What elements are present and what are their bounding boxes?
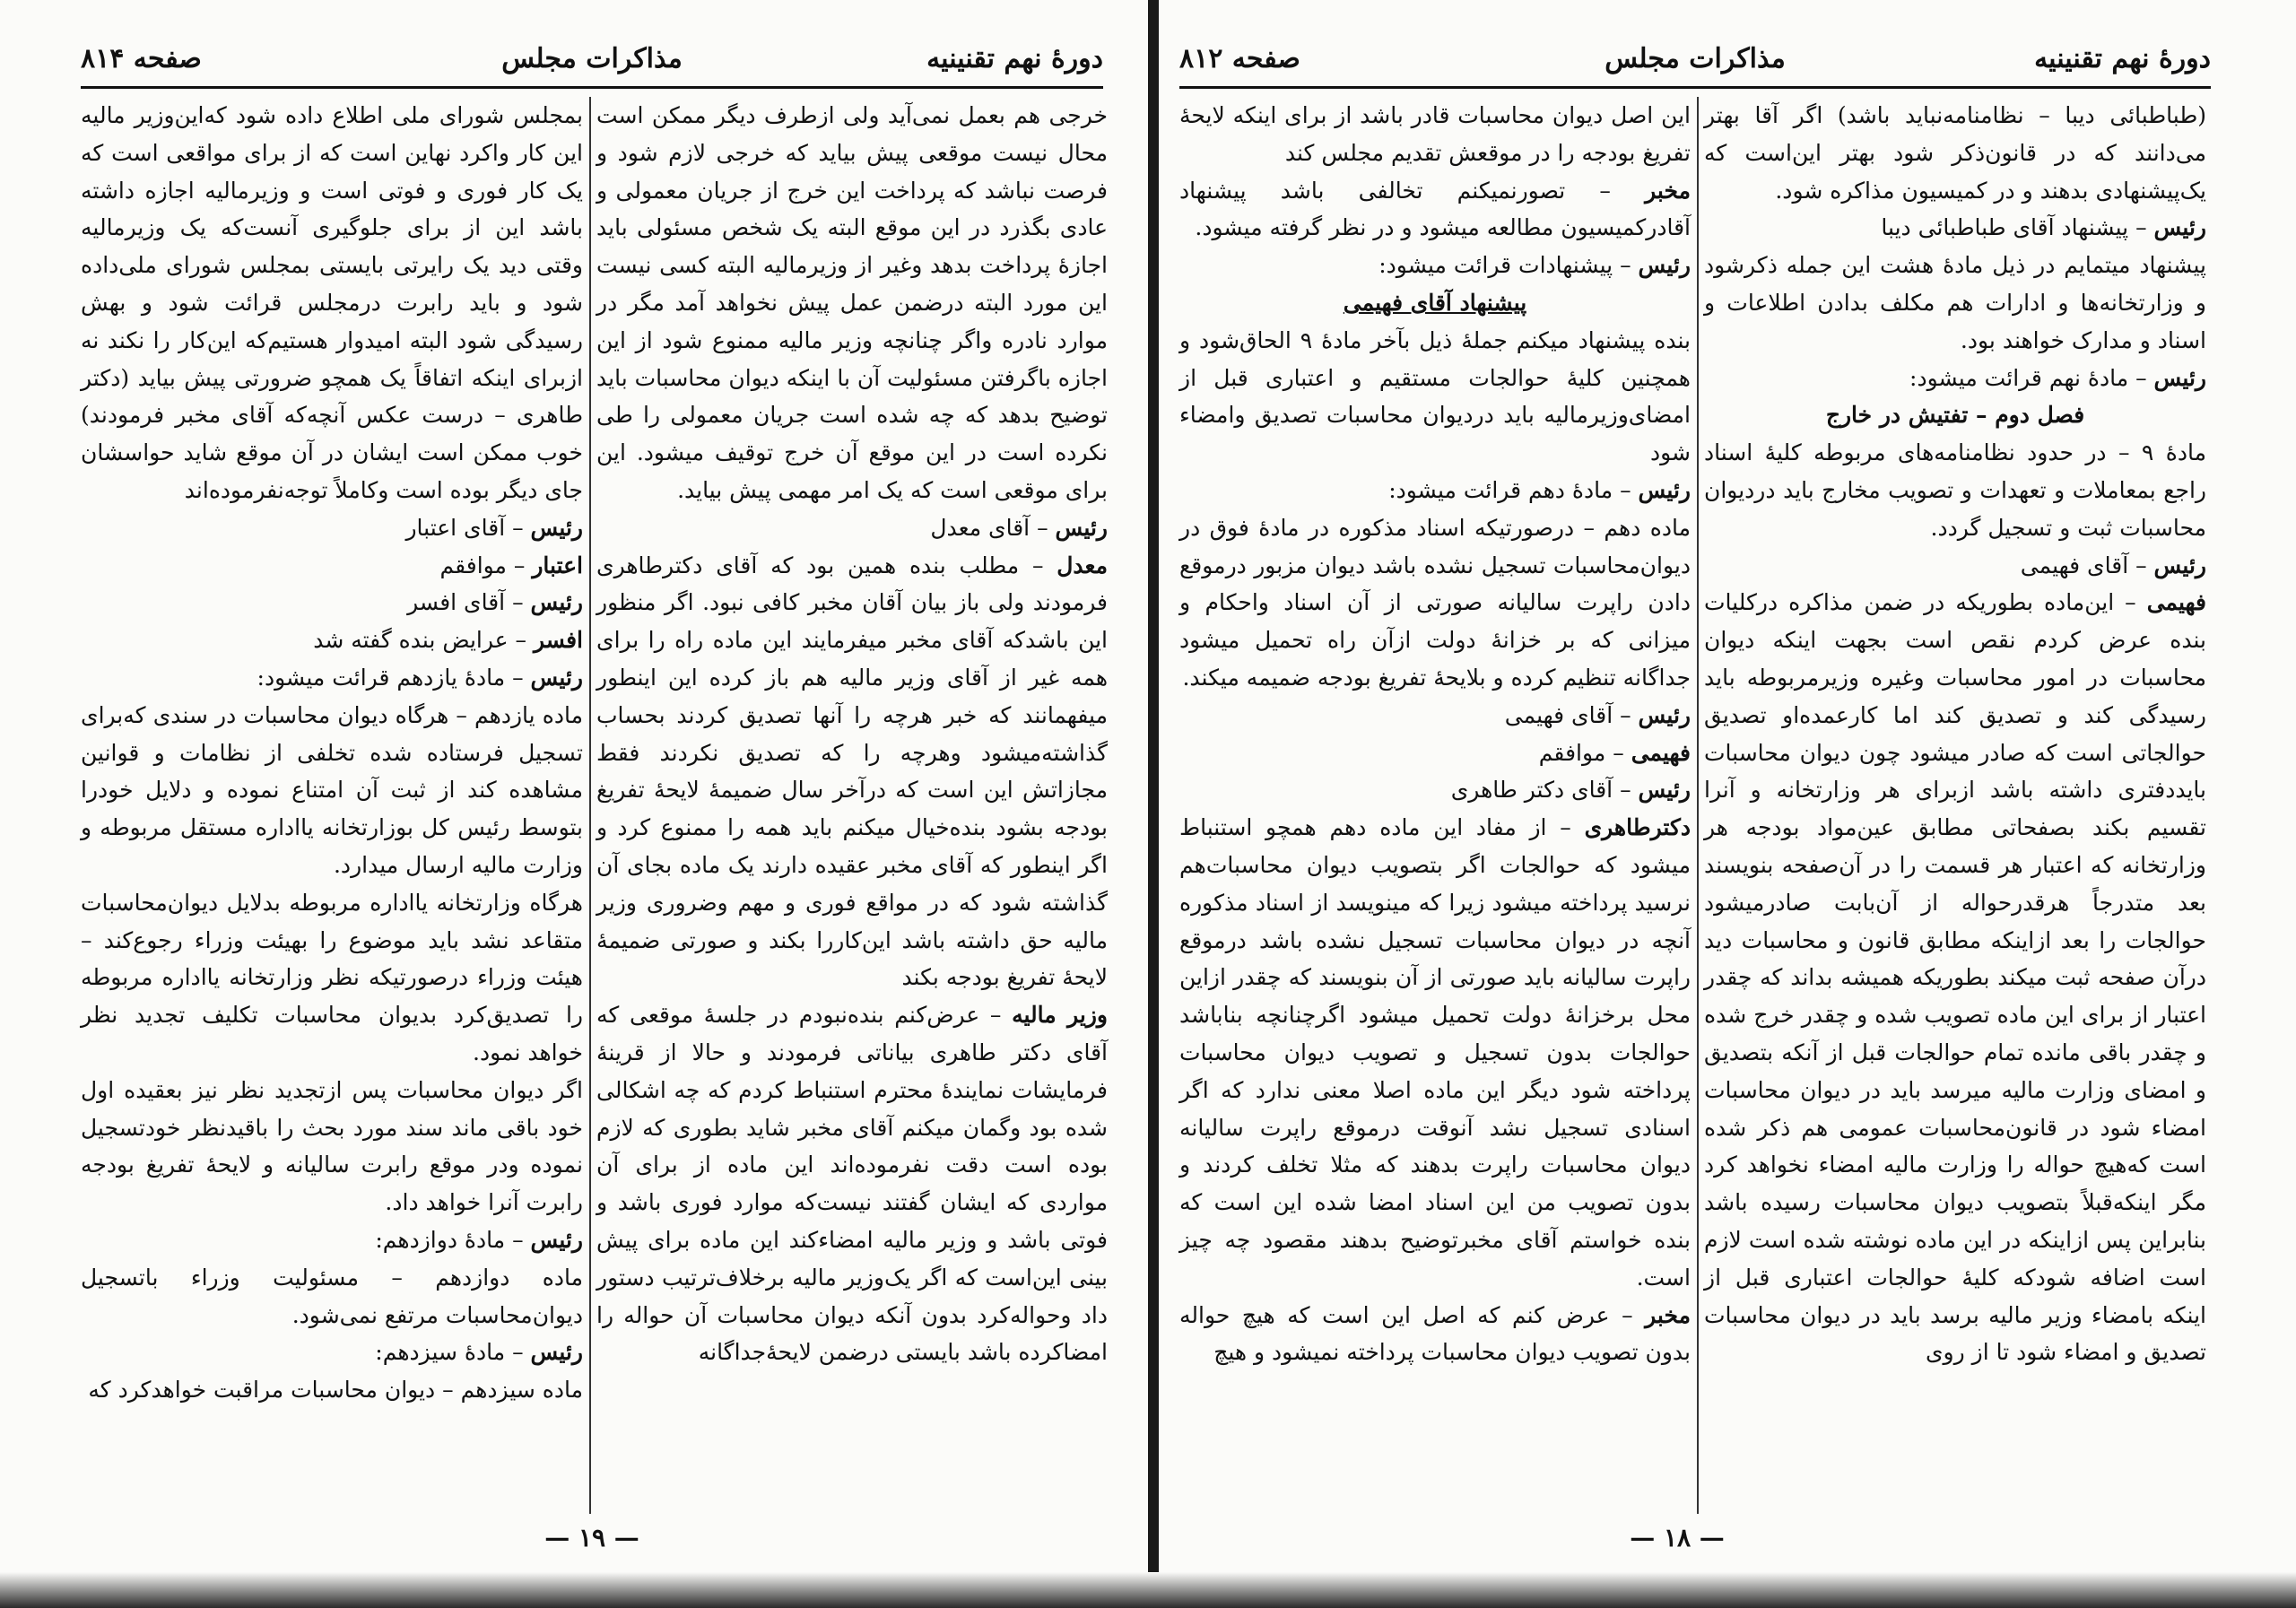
speaker-line: مخبر – عرض کنم که اصل این است که هیچ حواله بدون تصویب دیوان محاسبات پرداخته نمیشود و هیچ [1179, 1301, 1691, 1366]
speaker-line: فهیمی – این‌ماده بطوریکه در ضمن مذاکره درکلیات بنده عرض کردم نقص است بجهت اینکه دیوان محاسبات در امور محاسبات وغیره وزیرمربوطه باید رسیدگی کند و تصدیق کند اما کارعمده‌او تصدیق حوالجاتی است که صادر میشود چون دیوان محاسبات بایددفتری داشته باشد ازبرای هر وزارتخانه و آنرا تقسیم بکند بصفحاتی مطابق عین‌مواد بودجه هر وزارتخانه که اعتبار هر قسمت را در آن‌صفحه بنویسند بعد متدرجاً هرقدرحواله از آن‌بابت صادرمیشود حوالجات را بعد ازاینکه مطابق قانون و محاسبات دید درآن صفحه ثبت میکند بطوریکه همیشه بداند که چقدر اعتبار از برای این ماده تصویب شده و چقدر خرج شده و چقدر باقی مانده تمام حوالجات قبل از آنکه بتصدیق و امضای وزارت مالیه میرسد باید در دیوان محاسبات امضاء شود در قانون‌محاسبات عمومی هم ذکر شده است که‌هیچ حواله را وزارت مالیه امضاء نخواهد کرد مگر اینکه‌قبلاً بتصویب دیوان محاسبات رسیده باشد بنابراین پس ازاینکه در این ماده نوشته شده است لازم است اضافه شود‌که کلیهٔ حوالجات اعتباری قبل از اینکه بامضاء وزیر مالیه برسد باید در دیوان محاسبات تصدیق و امضاء شود تا از روی [1704, 589, 2206, 1366]
left-header-rule [81, 86, 1103, 89]
paragraph: ماده دوازدهم – مسئولیت وزراء باتسجیل دیوان‌محاسبات مرتفع نمی‌شود. [81, 1264, 583, 1328]
speaker-name: رئیس [530, 514, 583, 541]
paragraph: خرجی هم بعمل نمی‌آید ولی ازطرف دیگر ممکن است محال نیست موقعی پیش بیاید که خرجی لازم شود و فرصت نباشد که پرداخت این خرج از جریان معمولی و عادی بگذرد در این موقع البته یک شخص مسئولی باید اجازهٔ پرداخت بدهد وغیر از وزیرمالیه البته کسی نیست این مورد البته درضمن عمل پیش نخواهد آمد مگر در موارد نادره واگر چنانچه وزیر مالیه ممنوع شود از این اجازه باگرفتن مسئولیت آن با اینکه دیوان محاسبات باید توضیح بدهد که چه شده است جریان معمولی را طی نکرده است در این موقع آن خرج توقیف میشود. این برای موقعی است که یک امر مهمی پیش بیاید. [596, 102, 1108, 503]
left-page-left-column [81, 97, 583, 1409]
speech-text: عرض کنم که اصل این است که هیچ حواله بدون تصویب دیوان محاسبات پرداخته نمیشود و هیچ [1179, 1301, 1691, 1366]
left-page-header [81, 43, 1103, 84]
speaker-line: رئیس – پیشنهاد آقای طباطبائی دیبا [1881, 214, 2206, 241]
speech-text: مادهٔ یازدهم قرائت میشود: [257, 664, 506, 691]
speaker-line: افسر – عرایض بنده گفته شد [313, 627, 583, 654]
speaker-name: افسر [534, 627, 583, 654]
speaker-name: رئیس [530, 589, 583, 616]
left-header-page-number: صفحه ۸۱۴ [81, 43, 202, 74]
paragraph: بنده پیشنهاد میکنم جملهٔ ذیل بآخر مادهٔ ۹ الحاق‌شود و همچنین کلیهٔ حوالجات مستقیم و اعتباری قبل از امضای‌وزیر‌مالیه باید در‌دیوان محاسبات تصدیق وامضاء شود [1179, 326, 1691, 466]
speech-text: از مفاد این ماده دهم همچو استنباط میشود که حوالجات اگر بتصویب دیوان محاسبات‌هم نرسید پرداخته میشود زیرا که مینویسد از اسناد مذکوره آنچه در دیوان محاسبات تسجیل نشده باشد درموقع راپرت سالیانه باید صورتی از آن بنویسند که چقدر ازاین محل برخزانهٔ دولت تحمیل میشود اگرچنانچه بناباشد حوالجات بدون تسجیل و تصویب دیوان محاسبات پرداخته شود دیگر این ماده اصلا معنی ندارد که اگر اسنادی تسجیل نشد آنوقت درموقع راپرت سالیانه دیوان محاسبات راپرت بدهند که مثلا تخلف کردند و بدون تصویب من این اسناد امضا شده این است که بنده خواستم آقای مخبرتوضیح بدهند مقصود چه چیز است. [1179, 814, 1691, 1291]
right-header-page-number: صفحه ۸۱۲ [1179, 43, 1300, 74]
speech-text: مادهٔ دوازدهم: [375, 1226, 506, 1253]
speaker-name: رئیس [530, 1339, 583, 1366]
speaker-name: رئیس [530, 664, 583, 691]
speaker-name: رئیس [530, 1226, 583, 1253]
paragraph: هرگاه وزارتخانه یااداره مربوطه بدلایل دیوان‌محاسبات متقاعد نشد باید موضوع را بهیئت وزراء رجوع‌کند – هیئت وزراء درصورتیکه نظر وزارتخانه یااداره مربوطه را تصدیق‌کرد بدیوان محاسبات تکلیف تجدید نظر خواهد نمود. [81, 889, 583, 1065]
paragraph: ماده سیزدهم – دیوان محاسبات مراقبت خواهدکرد که [88, 1377, 583, 1404]
right-page-column-divider [1697, 97, 1699, 1514]
speech-text: مطلب بنده همین بود که آقای دکترطاهری فرمودند ولی باز بیان آقان مخبر کافی نبود. اگر منظور این باشدکه آقای مخبر میفرمایند این ماده راه را برای همه غیر از آقای وزیر مالیه هم باز کرده این اینطور میفهمانند که خبر هرچه را آنها تصدیق کردند بحساب گذاشته‌میشود وهرچه را که تصدیق نکردند فقط مجازاتش این است که درآخر سال ضمیمهٔ لایحهٔ تفریغ بودجه بشود بنده‌خیال میکنم باید همه را ممنوع کرد و اگر اینطور که آقای مخبر عقیده دارند یک ماده بجای آن گذاشته شود که در مواقع فوری و مهم وضروری وزیر مالیه حق داشته باشد این‌کاررا بکند و صورتی ضمیمهٔ لایحهٔ تفریغ بودجه بکند [596, 552, 1108, 991]
speaker-line: رئیس – مادهٔ نهم قرائت میشود: [1909, 364, 2206, 391]
speaker-name: رئیس [1638, 476, 1691, 503]
left-header-title: مذاکرات مجلس [501, 43, 683, 74]
speaker-line: رئیس – مادهٔ یازدهم قرائت میشود: [257, 664, 583, 691]
speaker-name: رئیس [2153, 552, 2206, 578]
speaker-name: مخبر [1645, 1301, 1691, 1328]
speech-text: عرض‌کنم بنده‌نبودم در جلسهٔ موقعی که آقای دکتر طاهری بیاناتی فرمودند و حالا از قرینهٔ فرمایشات نمایندهٔ محترم استنباط کردم که چه اشکالی شده بود وگمان میکنم آقای مخبر شاید بطوری که لازم بوده است دقت نفرموده‌اند این ماده از برای آن مواردی که ایشان گفتند نیست‌که موارد فوری باشد و فوتی باشد و وزیر مالیه امضاء‌کند این ماده برای پیش بینی این‌است که اگر یک‌وزیر مالیه برخلاف‌ترتیب دستور داد وحواله‌کرد بدون آنکه دیوان محاسبات آن حواله را امضاکرده باشد بایستی درضمن لایحهٔ‌جداگانه [596, 1002, 1108, 1366]
speaker-line: اعتبار – موافقم [439, 552, 583, 578]
speaker-name: رئیس [1055, 514, 1108, 541]
speaker-line: مخبر – تصورنمیکنم تخالفی باشد پیشنهاد آقادرکمیسیون مطالعه میشود و در نظر گرفته میشود. [1179, 177, 1691, 241]
speaker-line: رئیس – مادهٔ دهم قرائت میشود: [1388, 476, 1691, 503]
paragraph: این اصل دیوان محاسبات قادر باشد از برای اینکه لایحهٔ تفریغ بودجه را در موقعش تقدیم مجلس کند [1179, 102, 1691, 166]
page-bottom-shadow [0, 1572, 2296, 1608]
speaker-line: وزیر مالیه – عرض‌کنم بنده‌نبودم در جلسهٔ موقعی که آقای دکتر طاهری بیاناتی فرمودند و حالا از قرینهٔ فرمایشات نمایندهٔ محترم استنباط کردم که چه اشکالی شده بود وگمان میکنم آقای مخبر شاید بطوری که لازم بوده است دقت نفرموده‌اند این ماده از برای آن مواردی که ایشان گفتند نیست‌که موارد فوری باشد و فوتی باشد و وزیر مالیه امضاء‌کند این ماده برای پیش بینی این‌است که اگر یک‌وزیر مالیه برخلاف‌ترتیب دستور داد وحواله‌کرد بدون آنکه دیوان محاسبات آن حواله را امضاکرده باشد بایستی درضمن لایحهٔ‌جداگانه [596, 1002, 1108, 1366]
paragraph: (طباطبائی دیبا – نظامنامه‌نباید باشد) اگر آقا بهتر می‌دانند که در قانون‌ذکر شود بهتر این‌است که یک‌پیشنهادی بدهند و در کمیسیون مذاکره شود. [1704, 102, 2206, 204]
paragraph: پیشنهاد میتمایم در ذیل مادهٔ هشت این جمله ذکرشود و وزارتخانه‌ها و ادارات هم مکلف بدادن اطلاعات و اسناد و مدارک خواهند بود. [1704, 252, 2206, 353]
paragraph: ماده دهم – درصورتیکه اسناد مذکوره در مادهٔ فوق در دیوان‌محاسبات تسجیل نشده باشد دیوان مزبور درموقع دادن راپرت سالیانه صورتی از آن اسناد واحکام و میزانی که بر خزانهٔ دولت ازآن راه تحمیل میشود جداگانه تنظیم کرده و بلایحهٔ تفریغ بودجه ضمیمه میکند. [1179, 514, 1691, 691]
right-page-header [1179, 43, 2211, 84]
speaker-name: رئیس [1638, 252, 1691, 279]
book-gutter [1148, 0, 1159, 1608]
speaker-line: رئیس – آقای افسر [407, 589, 583, 616]
speaker-line: رئیس – آقای فهیمی [2020, 552, 2206, 578]
speaker-line: رئیس – آقای دکتر طاهری [1450, 777, 1691, 804]
speech-text: مادهٔ نهم قرائت میشود: [1909, 364, 2129, 391]
proposal-title: پیشنهاد آقای فهیمی [1343, 289, 1527, 316]
speech-text: آقای افسر [407, 589, 506, 616]
speaker-line: رئیس – مادهٔ سیزدهم: [375, 1339, 583, 1366]
speech-text: تصورنمیکنم تخالفی باشد پیشنهاد آقادرکمیسیون مطالعه میشود و در نظر گرفته میشود. [1179, 177, 1691, 241]
paragraph: ماده یازدهم – هرگاه دیوان محاسبات در سندی که‌برای تسجیل فرستاده شده تخلفی از نظامات و قوانین مشاهده کند از ثبت آن امتناع نموده و دلایل خودرا بتوسط رئیس کل بوزارتخانه یااداره مستقل مربوطه و وزارت مالیه ارسال میدارد. [81, 701, 583, 878]
speech-text: این‌ماده بطوریکه در ضمن مذاکره درکلیات بنده عرض کردم نقص است بجهت اینکه دیوان محاسبات در امور محاسبات وغیره وزیرمربوطه باید رسیدگی کند و تصدیق کند اما کارعمده‌او تصدیق حوالجاتی است که صادر میشود چون دیوان محاسبات بایددفتری داشته باشد ازبرای هر وزارتخانه و آنرا تقسیم بکند بصفحاتی مطابق عین‌مواد بودجه هر وزارتخانه که اعتبار هر قسمت را در آن‌صفحه بنویسند بعد متدرجاً هرقدرحواله از آن‌بابت صادرمیشود حوالجات را بعد ازاینکه مطابق قانون و محاسبات دید درآن صفحه ثبت میکند بطوریکه همیشه بداند که چقدر اعتبار از برای این ماده تصویب شده و چقدر خرج شده و چقدر باقی مانده تمام حوالجات قبل از آنکه بتصدیق و امضای وزارت مالیه میرسد باید در دیوان محاسبات امضاء شود در قانون‌محاسبات عمومی هم ذکر شده است که‌هیچ حواله را وزارت مالیه امضاء نخواهد کرد مگر اینکه‌قبلاً بتصویب دیوان محاسبات رسیده باشد بنابراین پس ازاینکه در این ماده نوشته شده است لازم است اضافه شود‌که کلیهٔ حوالجات اعتباری قبل از اینکه بامضاء وزیر مالیه برسد باید در دیوان محاسبات تصدیق و امضاء شود تا از روی [1704, 589, 2206, 1366]
speaker-name: فهیمی [1631, 739, 1691, 766]
paragraph: مادهٔ ۹ – در حدود نظامنامه‌های مربوطه کلیهٔ اسناد راجع بمعاملات و تعهدات و تصویب مخارج باید دردیوان محاسبات ثبت و تسجیل گردد. [1704, 439, 2207, 541]
paragraph: اگر دیوان محاسبات پس ازتجدید نظر نیز بعقیده اول خود باقی ماند سند مورد بحث را باقیدنظر خودتسجیل نموده ودر موقع رابرت سالیانه و لایحهٔ تفریغ بودجه رابرت آنرا خواهد داد. [81, 1076, 583, 1216]
right-header-title: مذاکرات مجلس [1605, 43, 1786, 74]
right-page-right-column [1704, 97, 2206, 1371]
speaker-name: مخبر [1645, 177, 1691, 204]
speech-text: آقای اعتبار [405, 514, 506, 541]
speaker-name: دکترطاهری [1584, 814, 1691, 841]
speaker-line: دکترطاهری – از مفاد این ماده دهم همچو استنباط میشود که حوالجات اگر بتصویب دیوان محاسبات‌هم نرسید پرداخته میشود زیرا که مینویسد از اسناد مذکوره آنچه در دیوان محاسبات تسجیل نشده باشد درموقع راپرت سالیانه باید صورتی از آن بنویسند که چقدر ازاین محل برخزانهٔ دولت تحمیل میشود اگرچنانچه بناباشد حوالجات بدون تسجیل و تصویب دیوان محاسبات پرداخته شود دیگر این ماده اصلا معنی ندارد که اگر اسنادی تسجیل نشد آنوقت درموقع راپرت سالیانه دیوان محاسبات راپرت بدهند که مثلا تخلف کردند و بدون تصویب من این اسناد امضا شده این است که بنده خواستم آقای مخبرتوضیح بدهند مقصود چه چیز است. [1179, 814, 1691, 1291]
left-header-session: دورهٔ نهم تقنینیه [926, 43, 1103, 74]
speaker-line: فهیمی – موافقم [1538, 739, 1691, 766]
speech-text: مادهٔ سیزدهم: [375, 1339, 506, 1366]
right-header-session: دورهٔ نهم تقنینیه [2034, 43, 2211, 74]
right-page [1166, 0, 2296, 1608]
speaker-line: معدل – مطلب بنده همین بود که آقای دکترطاهری فرمودند ولی باز بیان آقان مخبر کافی نبود. اگر منظور این باشدکه آقای مخبر میفرمایند این ماده راه را برای همه غیر از آقای وزیر مالیه هم باز کرده این اینطور میفهمانند که خبر هرچه را آنها تصدیق کردند بحساب گذاشته‌میشود وهرچه را که تصدیق نکردند فقط مجازاتش این است که درآخر سال ضمیمهٔ لایحهٔ تفریغ بودجه بشود بنده‌خیال میکنم باید همه را ممنوع کرد و اگر اینطور که آقای مخبر عقیده دارند یک ماده بجای آن گذاشته شود که در مواقع فوری و مهم وضروری وزیر مالیه حق داشته باشد این‌کاررا بکند و صورتی ضمیمهٔ لایحهٔ تفریغ بودجه بکند [596, 552, 1108, 991]
right-header-rule [1179, 86, 2211, 89]
speaker-name: رئیس [1638, 777, 1691, 804]
speaker-name: وزیر مالیه [1012, 1002, 1108, 1029]
speech-text: آقای دکتر طاهری [1450, 777, 1613, 804]
speech-text: مادهٔ دهم قرائت میشود: [1388, 476, 1613, 503]
speaker-name: فهیمی [2146, 589, 2206, 616]
left-page-right-column [596, 97, 1108, 1371]
section-heading: فصل دوم – تفتیش در خارج [1825, 402, 2085, 429]
speaker-name: رئیس [1638, 701, 1691, 728]
speech-text: آقای فهیمی [1504, 701, 1613, 728]
speaker-line: رئیس – آقای معدل [930, 514, 1108, 541]
speech-text: آقای معدل [930, 514, 1031, 541]
speech-text: پیشنهادات قرائت میشود: [1378, 252, 1613, 279]
right-page-footer: — ۱۸ — [1630, 1523, 1725, 1552]
speech-text: پیشنهاد آقای طباطبائی دیبا [1881, 214, 2129, 241]
speaker-name: رئیس [2153, 214, 2206, 241]
speaker-line: رئیس – آقای فهیمی [1504, 701, 1691, 728]
left-page-footer: — ۱۹ — [544, 1523, 639, 1552]
speaker-name: رئیس [2153, 364, 2206, 391]
paragraph: بمجلس شورای ملی اطلاع داده شود که‌این‌وزیر مالیه این کار واکرد نهاین است که از برای مواقعی است که یک کار فوری و فوتی است و وزیرمالیه اجازه داشته باشد این از برای جلوگیری آنست‌که یک وزیرمالیه وقتی دید یک رایرتی بایستی بمجلس شورای ملی‌داده شود و باید رابرت درمجلس قرائت شود و بهش رسیدگی شود البته امیدوار هستیم‌که این‌کار را نکند نه ازبرای اینکه اتفاقاً یک همچو ضرورتی پیش بیاید (دکتر طاهری – درست عکس آنچه‌که آقای مخبر فرمودند) خوب ممکن است ایشان در آن موقع شاید حواسشان جای دیگر بوده است وکاملاً توجه‌نفرموده‌اند [81, 102, 583, 503]
speaker-line: رئیس – آقای اعتبار [405, 514, 583, 541]
speaker-name: اعتبار [532, 552, 583, 578]
speech-text: عرایض بنده گفته شد [313, 627, 509, 654]
speech-text: آقای فهیمی [2020, 552, 2129, 578]
right-page-left-column [1179, 97, 1691, 1371]
speech-text: موافقم [439, 552, 507, 578]
left-page-column-divider [589, 97, 591, 1514]
speaker-line: رئیس – پیشنهادات قرائت میشود: [1378, 252, 1691, 279]
speaker-name: معدل [1057, 552, 1108, 578]
speech-text: موافقم [1538, 739, 1606, 766]
speaker-line: رئیس – مادهٔ دوازدهم: [375, 1226, 583, 1253]
